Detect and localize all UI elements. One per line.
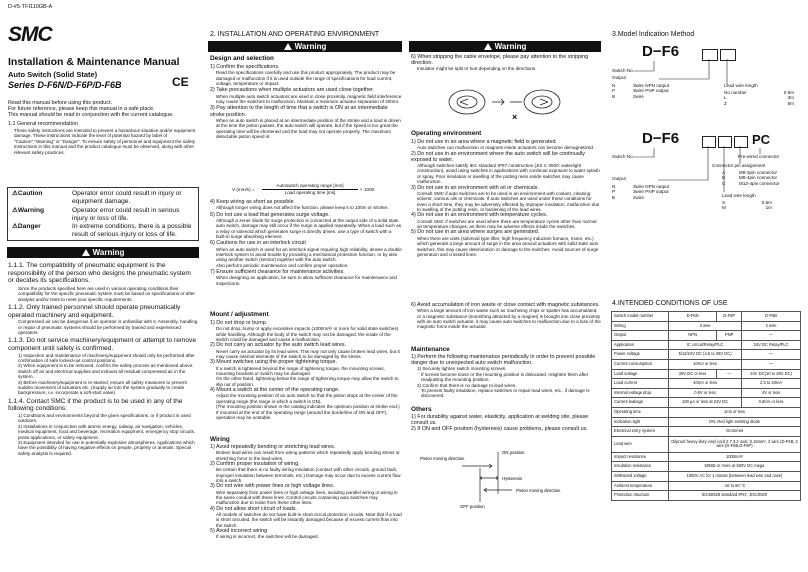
spec-row: Output NPN PNP — — [612, 331, 801, 341]
on-position-label: ON position — [502, 450, 525, 455]
spec-row: Electrical entry system Grommet — [612, 427, 801, 437]
operating-heading: Operating environment — [411, 130, 482, 137]
spec-row: Withstand voltage 1000V AC for 1 minute (between lead wire and case) — [612, 471, 801, 481]
ce-mark: CE — [172, 75, 189, 89]
mount-heading: Mount / adjustment — [210, 311, 269, 318]
series-name: Series D-F6N/D-F6P/D-F6B — [8, 80, 122, 90]
output-options-2: N 3wire NPN output P 3wire PNP output B 2wire — [612, 184, 670, 200]
wiring-list: 1) Avoid repeatedly bending or stretching lead wires. Broken lead wires can result from wiring patterns which repeatedly apply bending stress or stretching force to the lead wires. 2) Confirm proper insulation of wiring. Be certain that there is no faulty wiring insulation (contact with other circuits, ground fault, improper insulation between terminals, etc.) Damage may occur due to excess current flow into a switch. 3) Do not wire with power lines or high voltage lines. Wire separately from power lines or high voltage lines, avoiding parallel wiring or wiring in the same conduit with these lines. Control circuits containing auto switches may malfunction due to noise from these other lines. 4) Do not allow short circuit of loads. All models of switches do not have built-in short circuit protection circuits. Note that if a load is short circuited, the switch will be instantly damaged because of excess current flow into the switch. 5) Avoid incorrect wiring If wiring is incorrect, the switches will be damaged. — [210, 444, 402, 540]
warning-triangle-icon — [82, 249, 90, 256]
design-list-2: 4) Keep wiring as short as possible Although longer wiring does not affect the function, please keep it to 100m or shorter. 5) Do not use a load that generates surge voltage. Although a zener diode for surge protection is connected at the output side of a solid state auto switch, damage may still occur if the surge is applied repeatedly. When a load such as a relay or solenoid which generates surge is directly driven, use a type of switch with a built-in surge absorbing element. 6) Cautions for use in an interlock circuit When an auto switch is used for an interlock signal requiring high reliability, devise a double interlock system to avoid trouble by providing a mechanical protection function, or by also using another switch (sensor) together with the auto switch. Also perform periodic maintenance and confirm proper operation. 7) Ensure sufficient clearance for maintenance activities. When designing an application, be sure to allow sufficient clearance for maintenance and inspections. — [210, 199, 402, 286]
off-position-label: OFF position — [460, 504, 485, 509]
doc-code: D-#5-TFI110GB-A — [8, 4, 53, 10]
spec-table — [611, 311, 801, 501]
spec-row: Application IC circuit/Relay/PLC 24V DC Relay/PLC — [612, 340, 801, 350]
maintenance-heading: Maintenance — [411, 346, 450, 353]
output-options: N 3wire NPN output P 3wire PNP output B 2wire — [612, 83, 670, 99]
others-heading: Others — [411, 406, 432, 413]
col1-warning-list: 1.1.1. The compatibility of pneumatic equipment is the responsibility of the person who designs the pneumatic system or decides its specifications. Since the products specified here are used in various operating conditions,their compatibility for the specific pneumatic system must be based on specifications or after analysis and/or tests to meet your specific requirements. 1.1.2. Only trained personnel should operate pneumatically operated machinery and equipment. Compressed air can be dangerous if an operator is unfamiliar with it. Assembly, handling or repair of pneumatic systems should be performed by trained and experienced operators. 1.1.3. Do not service machinery/equipment or attempt to remove component until safety is confirmed. 1) Inspection and maintenance of machinery/equipment should only be performed after confirmation of safe locked-out control positions. 2) When equipment is to be removed, confirm the safety process as mentioned above. Switch off air and electrical supplies and exhaust all residual compressed air in the system. 3) Before machinery/equipment is re-started, ensure all safety measures to prevent sudden movement of actuators etc. (Supply air into the system gradually to create backpressure, i.e. incorporate a soft-start valve). 1.1.4. Contact SMC if the product is to be used in any of the following conditions: 1) Conditions and environments beyond the given specifications, or if product is used outdoors. 2) Installations in conjunction with atomic energy, railway, air navigation, vehicles, medical equipment, food and beverage, recreation equipment, emergency stop circuits, press applications, or safety equipment. 3) Equipment intended for use in potentially explosive atmospheres. Applications which have the possibility of having negative effects on people, property or animals. Special safety analysis is required. — [8, 262, 198, 456]
spec-row: Internal voltage drop 0.8V or less 4V or less — [612, 388, 801, 398]
model-code-1: D−F6 Switch No. Output N 3wire NPN output P 3wire PNP output B 2wire Lead wire length No number 0.5m L 3m Z 5m — [612, 43, 794, 106]
warning-banner-2: Warning — [208, 41, 402, 52]
section4-heading: 4.INTENDED CONDITIONS OF USE — [612, 300, 728, 307]
warning-triangle-icon: ⚠ — [12, 223, 18, 230]
spec-row: Insulation resistance 50MΩ or more at 500V DC mega — [612, 462, 801, 472]
spec-row: Current consumption 10mA or less — — [612, 359, 801, 369]
piston-direction-label-2: Piston moving direction — [516, 488, 561, 493]
lead-options: No number 0.5m L 3m Z 5m — [724, 90, 794, 106]
maintenance-list: 1) Perform the following maintenance periodically in order to prevent possible danger due to unexpected auto switch malfunction. 1) Securely tighten switch mounting screws. If screws become loose or the mounting position is dislocated, retighten them after readjusting the mounting position. 2) Confirm that there is no damage to lead wires. To prevent faulty insulation, replace switches or repair lead wires, etc., if damage is discovered. — [411, 354, 596, 399]
spec-row: Indication light ON: Red light emitting diode — [612, 417, 801, 427]
spec-row: Wiring 3 wire 2 wire — [612, 321, 801, 331]
operating-list: 1) Do not use in an area where a magnetic field is generated. Auto switches can malfunction or magnets inside actuators can become demagnetized. 2) Do not use in an environment where the auto switch will be continually exposed to water. Although switches satisfy IEC standard IP67 construction (JIS C 0920: watertight construction), avoid using switches in applications with continual exposure to water splash or spray. Poor insulation or swelling of the potting resin inside switches may cause malfunction. 3) Do not use in an environment with oil or chemicals. Consult SMC if auto switches are to be used in an environment with coolant, cleaning solvent, various oils or chemicals. If auto switches are used under these conditions for even a short time, they may be adversely affected by improper insulation, malfunction due to swelling of the potting resin, or hardening of the lead wires. 4) Do not use in an environment with temperature cycles. Consult SMC if switches are used where there are temperature cycles other than normal air temperature changes, as there may be adverse effects inside the switches. 5) Do not use in an area where surges are generated. When there are units (solenoid type lifter, high frequency induction furnace, motor, etc.) which generate a large amount of surge in the area around actuators with solid state auto switches, this may cause deterioration or damage to the switches. Avoid sources of surge generation and crossed lines. — [411, 139, 600, 257]
section3-heading: 3.Model Indication Method — [612, 31, 695, 38]
hazard-levels-box: ⚠Caution Operator error could result in injury or equipment damage. ⚠Warning Operator error could result in serious injury or loss of life. ⚠Danger In extreme conditions, there is a possible result of serious injury or loss of life. — [7, 187, 199, 241]
piston-direction-label-1: Piston moving direction — [420, 456, 465, 461]
manual-subtitle: Auto Switch (Solid State) — [8, 70, 98, 79]
lead-options-2: S 0.5m M 1m — [722, 200, 772, 211]
manual-title: Installation & Maintenance Manual — [8, 56, 180, 68]
pin-options: A M8-3pin connector B M8-4pin connector C M12-4pin connector — [722, 170, 780, 186]
svg-text:×: × — [512, 112, 518, 122]
spec-row: Load voltage 28V DC or less — 24V DC(10 to 28V DC) — [612, 369, 801, 379]
spec-header-row: Switch model number D-F6N D-F6P D-F6B — [612, 312, 801, 322]
general-heading: 1.1 General recommendation — [8, 121, 78, 127]
spec-row: Ambient temperature -10 to 60 °C — [612, 481, 801, 491]
spec-row: Operating time 1ms or less — [612, 407, 801, 417]
speed-formula: V (mm/s) = Autoswitch operating range [mm] Load operating time [ms] × 1000 — [232, 183, 375, 195]
section2-heading: 2. INSTALLATION AND OPERATING ENVIRONMENT — [210, 31, 380, 38]
mount-list: 1) Do not drop or bump. Do not drop, bump or apply excessive impacts (1000m/s² or more for solid state switches) while handling. Although the body of the switch may not be damaged, the inside of the switch could be damaged and cause a malfunction. 2) Do not carry an actuator by the auto switch lead wires. Never carry an actuator by its lead wires. This may not only cause broken lead wires, but it may cause internal elements of the switch to be damaged by the stress. 3) Mount switches using the proper tightening torque. If a switch is tightened beyond the range of tightening torque, the mounting screws, mounting brackets or switch may be damaged. On the other hand, tightening below the range of tightening torque may allow the switch to slip out of position. 4) Mount a switch at the center of the operating range. Adjust the mounting position of an auto switch so that the piston stops at the center of the operating range (the range in which a switch is ON). (The mounting position shown in the catalog indicates the optimum position at stroke end.) If mounted at the end of the operating range (around the borderline of ON and OFF), operation may be unstable. — [210, 320, 400, 421]
warning-banner-1: Warning — [7, 247, 199, 258]
warning-triangle-icon — [484, 43, 492, 50]
stripping-note: 6) When stripping the cable envelope, please pay attention to the stripping direction. Insulator might be split or hurt depending on the directions. — [411, 54, 589, 72]
model-code-2: D−F6 PC Switch No. Pre-wired connector Connector pin assignment A M8-3pin connector B M8-4pin connector C M12-4pin connector Output N 3wire NPN output P 3wire PNP output B 2wire Lead wire length S 0.5m M 1m — [612, 130, 802, 230]
wiring-heading: Wiring — [210, 436, 230, 443]
warning-banner-3: Warning — [409, 41, 601, 52]
hysteresis-diagram — [420, 446, 580, 510]
hysteresis-label: Hysteresis — [502, 476, 523, 481]
general-text: These safety instructions are intended to prevent a hazardous situation and/or equipment damage. These instructions indicate the level of potential hazard by label of "Caution","Warning" or "Danger". To ensure safety of personnel and equipment the safety instructions in this manual and the product catalogue must be observed, along with other relevant safety practices. — [14, 128, 196, 155]
warning-triangle-icon: ⚠ — [12, 190, 18, 197]
spec-row: Lead wire Oilproof heavy-duty vinyl cord 2.7 3.2 oval, 0.15mm², 3 wire (D-F6B, 2 wire (D-F6B,D-F6P) — [612, 436, 801, 452]
operating-list-2: 6) Avoid accumulation of iron waste or close contact with magnetic substances. When a large amount of iron waste such as machining chips or spatter has accumulated, or a magnetic substance (something attracted by a magnet) is brought into close proximity with an auto switch actuator, it may cause auto switches to malfunction due to a loss of the magnetic force inside the actuator. — [411, 302, 601, 330]
spec-row: Protection structure IEC60529 standard IP67, JISC0920 — [612, 491, 801, 501]
spec-row: Power voltage 5/12/24V DC (4.5 to 28V DC) — — [612, 350, 801, 360]
warning-triangle-icon: ⚠ — [12, 207, 18, 214]
spec-row: Load current 40mA or less 2.5 to 40mA — [612, 379, 801, 389]
cable-stripping-diagram — [432, 80, 582, 124]
intro-text: Read this manual before using this product. For future reference, please keep this manual in a safe place. This manual should be read in conjunction with the current catalogue. — [8, 100, 174, 119]
smc-logo: SMC — [8, 23, 52, 46]
others-list: 1) For durability against water, elasticity, application at welding site, please consult us. 2) If ON and OFF position (hysteresis) cause problems, please consult us. — [411, 414, 589, 433]
warning-triangle-icon — [284, 43, 292, 50]
design-heading: Design and selection — [210, 55, 274, 62]
spec-row: Impact resistance 1000m/s² — [612, 452, 801, 462]
spec-row: Current leakage 100 μA or less at 24V DC 0.8mA or less — [612, 398, 801, 408]
design-list: 1) Confirm the specifications. Read the specifications carefully and use this product appropriately. The product may be damaged or malfunction if it is used outside the range of specifications for load current, voltage, temperature or impact. 2) Take precautions when multiple actuators are used close together. When multiple auto switch actuators are used in close proximity, magnetic field interference may cause the switches to malfunction. Maintain a minimum actuator separation of 40mm. 3) Pay attention to the length of time that a switch is ON at an intermediate stroke position. When an auto switch is placed at an intermediate position of the stroke and a load is driven at the time the piston passes, the auto switch will operate, but if the speed is too great the operating time will be shortened and the load may not operate properly. The maximum detectable piston speed is: — [210, 64, 402, 140]
